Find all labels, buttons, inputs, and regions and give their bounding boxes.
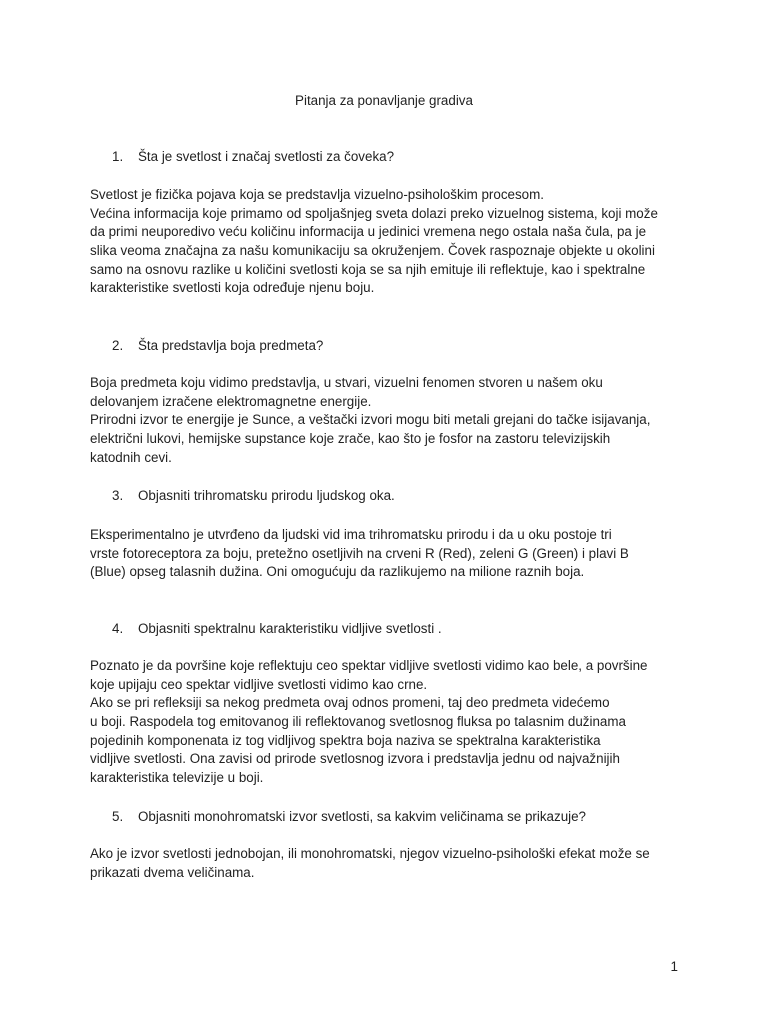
answer-4 xyxy=(90,657,648,788)
answer-line: Ako je izvor svetlosti jednobojan, ili monohromatski, njegov vizuelno-psihološki efekat može se xyxy=(90,846,650,861)
question-4 xyxy=(112,620,442,639)
answer-line: u boji. Raspodela tog emitovanog ili reflektovanog svetlosnog fluksa po talasnim dužinama xyxy=(90,714,626,730)
question-text: Objasniti spektralnu karakteristiku vidljive svetlosti . xyxy=(138,621,442,636)
answer-5 xyxy=(90,845,650,882)
question-number: 2. xyxy=(112,338,124,353)
question-1 xyxy=(112,148,394,167)
answer-line: Svetlost je fizička pojava koja se predstavlja vizuelno-psihološkim procesom. xyxy=(90,187,545,202)
question-number: 4. xyxy=(112,621,124,636)
answer-line: samo na osnovu razlike u količini svetlosti koja se sa njih emituje ili reflektuje, kao i spektralne xyxy=(90,261,646,277)
question-number: 5. xyxy=(112,809,124,824)
answer-line: Većina informacija koje primamo od spoljašnjeg sveta dolazi preko vizuelnog sistema, koji može xyxy=(90,205,658,221)
answer-line: vrste fotoreceptora za boju, pretežno osetljivih na crveni R (Red), zeleni G (Green) i plavi B xyxy=(90,545,629,561)
answer-line: pojedinih komponenata iz tog vidljivog spektra boja naziva se spektralna karakteristika xyxy=(90,732,601,748)
answer-line: Poznato je da površine koje reflektuju ceo spektar vidljive svetlosti vidimo kao bele, a površine xyxy=(90,658,648,673)
page-number: 1 xyxy=(670,959,678,974)
answer-line: koje upijaju ceo spektar vidljive svetlosti vidimo kao crne. xyxy=(90,676,428,692)
answer-line: katodnih cevi. xyxy=(90,449,172,465)
answer-line: vidljive svetlosti. Ona zavisi od prirode svetlosnog izvora i predstavlja jednu od najvažnijih xyxy=(90,751,620,767)
question-3 xyxy=(112,487,395,506)
answer-line: električni lukovi, hemijske supstance koje zrače, kao što je fosfor na zastoru televizijskih xyxy=(90,431,611,447)
question-text: Objasniti monohromatski izvor svetlosti, sa kakvim veličinama se prikazuje? xyxy=(138,809,587,824)
answer-line: karakteristike svetlosti koja određuje njenu boju. xyxy=(90,280,375,296)
answer-1 xyxy=(90,186,658,298)
question-2 xyxy=(112,337,323,356)
answer-2 xyxy=(90,374,650,467)
question-number: 1. xyxy=(112,149,124,164)
page-title: Pitanja za ponavljanje gradiva xyxy=(295,93,473,108)
question-5 xyxy=(112,808,586,827)
answer-line: (Blue) opseg talasnih dužina. Oni omogućuju da razlikujemo na milione raznih boja. xyxy=(90,564,585,580)
answer-line: Prirodni izvor te energije je Sunce, a veštački izvori mogu biti metali grejani do tačke isijavanja, xyxy=(90,412,651,428)
question-text: Šta predstavlja boja predmeta? xyxy=(138,338,324,353)
answer-line: Boja predmeta koju vidimo predstavlja, u stvari, vizuelni fenomen stvoren u našem oku xyxy=(90,375,603,390)
answer-3 xyxy=(90,526,629,582)
answer-line: karakteristika televizije u boji. xyxy=(90,770,264,786)
question-text: Objasniti trihromatsku prirodu ljudskog oka. xyxy=(138,488,395,503)
question-number: 3. xyxy=(112,488,124,503)
answer-line: delovanjem izračene elektromagnetne energije. xyxy=(90,393,372,409)
answer-line: da primi neuporedivo veću količinu informacija u jedinici vremena nego ostala naša čula, pa je xyxy=(90,224,647,240)
answer-line: prikazati dvema veličinama. xyxy=(90,864,255,880)
answer-line: Ako se pri refleksiji sa nekog predmeta ovaj odnos promeni, taj deo predmeta videćemo xyxy=(90,695,610,711)
answer-line: slika veoma značajna za našu komunikaciju sa okruženjem. Čovek raspoznaje objekte u okolini xyxy=(90,243,655,259)
answer-line: Eksperimentalno je utvrđeno da ljudski vid ima trihromatsku prirodu i da u oku postoje tri xyxy=(90,527,612,542)
question-text: Šta je svetlost i značaj svetlosti za čoveka? xyxy=(138,149,395,164)
